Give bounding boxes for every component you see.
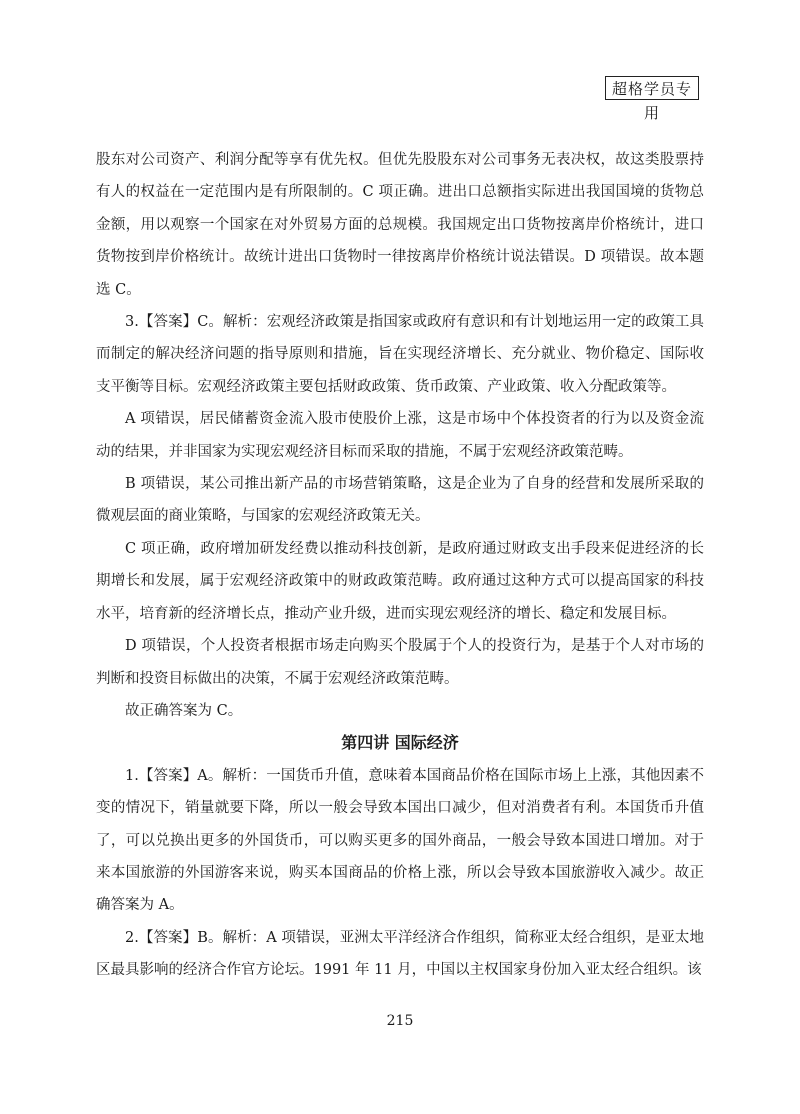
section-title: 第四讲 国际经济 xyxy=(341,733,459,753)
header-badge: 超格学员专用 xyxy=(605,76,699,100)
page-body xyxy=(96,144,704,987)
paragraph-option-d: D 项错误，个人投资者根据市场走向购买个股属于个人的投资行为，是基于个人对市场的判断和投资目标做出的决策，不属于宏观经济政策范畴。 xyxy=(96,638,704,687)
paragraph-conclusion: 故正确答案为 C。 xyxy=(125,702,243,719)
page-number: 215 xyxy=(386,1013,414,1029)
paragraph-answer-1: 1.【答案】A。解析：一国货币升值，意味着本国商品价格在国际市场上上涨，其他因素不变的情况下，销量就要下降，所以一般会导致本国出口减少，但对消费者有利。本国货币升值了，可以兑换出更多的外国货币，可以购买更多的国外商品，一般会导致本国进口增加。对于来本国旅游的外国游客来说，购买本国商品的价格上涨，所以会导致本国旅游收入减少。故正确答案为 A。 xyxy=(96,767,704,914)
paragraph-option-a: A 项错误，居民储蓄资金流入股市使股价上涨，这是市场中个体投资者的行为以及资金流动的结果，并非国家为实现宏观经济目标而采取的措施，不属于宏观经济政策范畴。 xyxy=(96,411,704,460)
paragraph-answer-2: 2.【答案】B。解析：A 项错误，亚洲太平洋经济合作组织，简称亚太经合组织，是亚太地区最具影响的经济合作官方论坛。1991 年 11 月，中国以主权国家身份加入亚太经合组织。该 xyxy=(96,929,704,979)
paragraph-answer-3: 3.【答案】C。解析：宏观经济政策是指国家或政府有意识和有计划地运用一定的政策工具而制定的解决经济问题的指导原则和措施，旨在实现经济增长、充分就业、物价稳定、国际收支平衡等目标。宏观经济政策主要包括财政政策、货币政策、产业政策、收入分配政策等。 xyxy=(96,314,704,395)
paragraph-continuation: 股东对公司资产、利润分配等享有优先权。但优先股股东对公司事务无表决权，故这类股票持有人的权益在一定范围内是有所限制的。C 项正确。进出口总额指实际进出我国国境的货物总金额，用以观察一个国家在对外贸易方面的总规模。我国规定出口货物按离岸价格统计，进口货物按到岸价格统计。故统计进出口货物时一律按离岸价格统计说法错误。D 项错误。故本题选 C。 xyxy=(96,152,704,298)
paragraph-option-b: B 项错误，某公司推出新产品的市场营销策略，这是企业为了自身的经营和发展所采取的微观层面的商业策略，与国家的宏观经济政策无关。 xyxy=(96,476,704,525)
paragraph-option-c: C 项正确，政府增加研发经费以推动科技创新，是政府通过财政支出手段来促进经济的长期增长和发展，属于宏观经济政策中的财政政策范畴。政府通过这种方式可以提高国家的科技水平，培育新的经济增长点，推动产业升级，进而实现宏观经济的增长、稳定和发展目标。 xyxy=(96,540,704,622)
